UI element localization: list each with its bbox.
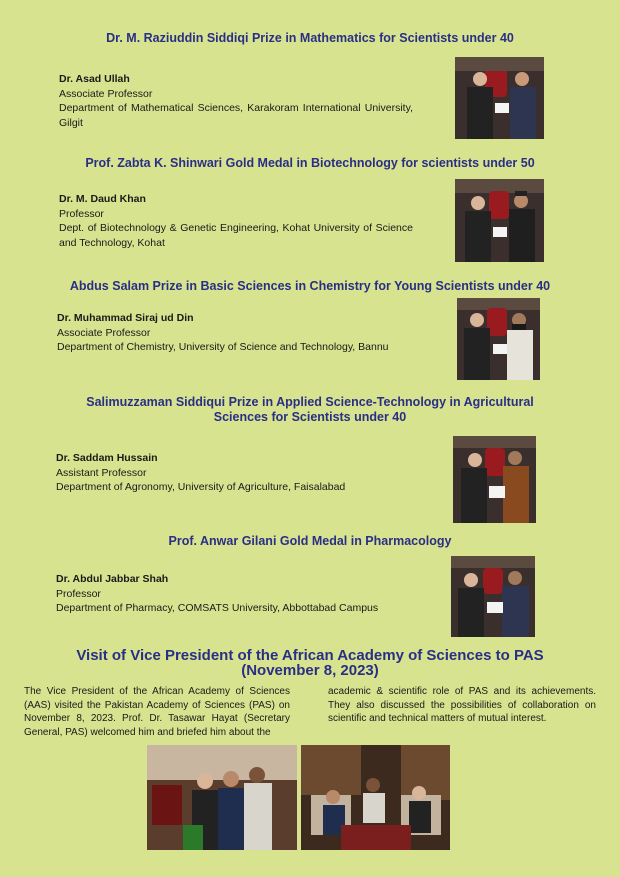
award-5-title: Prof. Anwar Gilani Gold Medal in Pharmacology — [168, 534, 452, 548]
award-3-info — [57, 311, 427, 355]
award-2-info — [59, 192, 413, 250]
award-2-department: Dept. of Biotechnology & Genetic Engineering, Kohat University of Science and Technology, Kohat — [59, 222, 413, 249]
visit-title-line2: (November 8, 2023) — [241, 662, 379, 679]
award-4-photo — [453, 436, 536, 523]
award-1-photo — [455, 57, 544, 139]
award-3-photo — [457, 298, 540, 380]
award-4-info — [56, 451, 426, 495]
award-5-photo — [451, 556, 535, 637]
award-2-name: Dr. M. Daud Khan — [59, 193, 146, 205]
award-4-designation: Assistant Professor — [56, 466, 147, 479]
award-4-title-line2: Sciences for Scientists under 40 — [213, 410, 407, 424]
award-5-info — [56, 572, 426, 616]
award-5-designation: Professor — [56, 587, 101, 600]
award-1-info — [59, 72, 413, 130]
award-3-name: Dr. Muhammad Siraj ud Din — [57, 312, 194, 324]
award-4-department: Department of Agronomy, University of Agriculture, Faisalabad — [56, 481, 346, 493]
visit-title-line1: Visit of Vice President of the African Academy of Sciences to PAS — [76, 647, 544, 664]
award-3-designation: Associate Professor — [57, 326, 151, 339]
visit-text-col2: academic & scientific role of PAS and its achievements. They also discussed the possibilities of collaboration on scientific and technical matters of mutual interest. — [328, 686, 596, 724]
visit-photo-2 — [301, 745, 450, 850]
award-3-department: Department of Chemistry, University of Science and Technology, Bannu — [57, 341, 389, 353]
award-1-title: Dr. M. Raziuddin Siddiqi Prize in Mathematics for Scientists under 40 — [106, 31, 514, 45]
award-3-title: Abdus Salam Prize in Basic Sciences in Chemistry for Young Scientists under 40 — [69, 279, 551, 293]
award-5-name: Dr. Abdul Jabbar Shah — [56, 573, 169, 585]
award-2-designation: Professor — [59, 207, 104, 220]
award-4-name: Dr. Saddam Hussain — [56, 452, 158, 464]
visit-photo-1 — [147, 745, 297, 850]
award-2-photo — [455, 179, 544, 262]
award-1-department: Department of Mathematical Sciences, Karakoram International University, Gilgit — [59, 102, 413, 129]
award-1-name: Dr. Asad Ullah — [59, 73, 130, 85]
award-5-department: Department of Pharmacy, COMSATS University, Abbottabad Campus — [56, 602, 379, 614]
award-4-title-line1: Salimuzzaman Siddiqui Prize in Applied Science-Technology in Agricultural — [86, 395, 534, 409]
award-2-title: Prof. Zabta K. Shinwari Gold Medal in Biotechnology for scientists under 50 — [85, 156, 535, 170]
visit-text-col1: The Vice President of the African Academy of Sciences (AAS) visited the Pakistan Academy of Sciences (PAS) on November 8, 2023. Prof. Dr. Tasawar Hayat (Secretary General, PAS) welcomed him and briefed him about the — [24, 686, 290, 738]
award-1-designation: Associate Professor — [59, 87, 153, 100]
